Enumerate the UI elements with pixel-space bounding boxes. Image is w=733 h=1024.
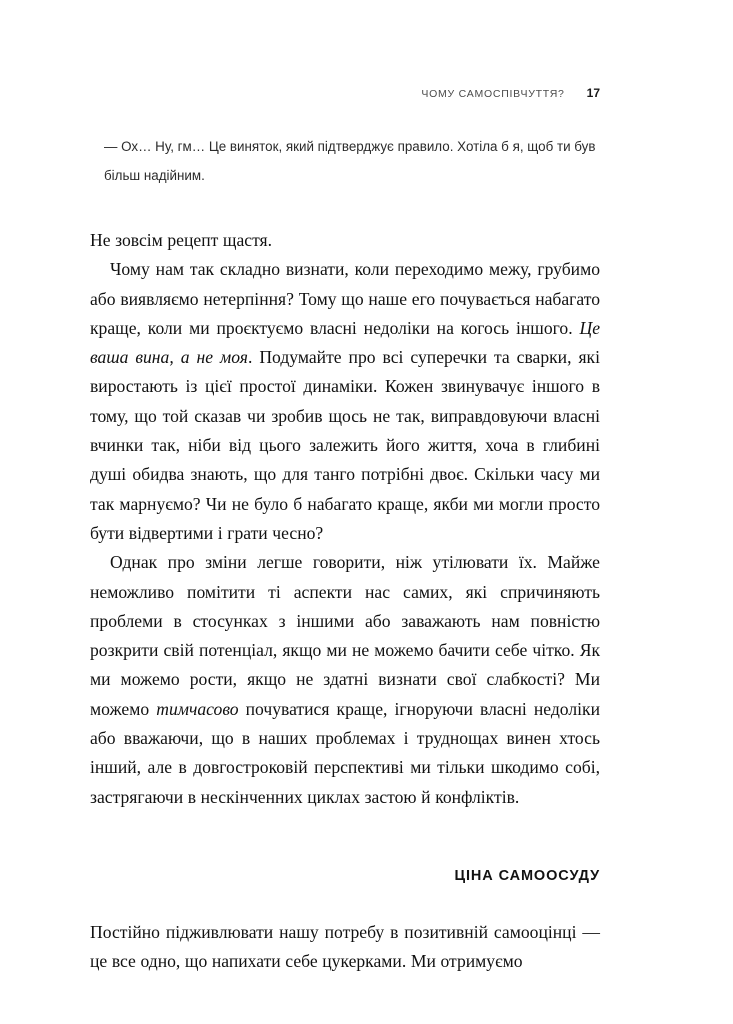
dialogue-extract: — Ох… Ну, гм… Це виняток, який підтверджує правило. Хотіла б я, щоб ти був більш надійним. [104,139,596,183]
paragraph-ego-projection [90,255,600,548]
paragraph-price-of-self-judgment: Постійно підживлювати нашу потребу в позитивній самооцінці — це все одно, що напихати себе цукерками. Ми отримуємо [90,921,600,972]
paragraph-not-a-recipe: Не зовсім рецепт щастя. [90,230,273,250]
paragraph-ego-projection-italic-1: Це ваша вина, а не моя [90,317,600,368]
running-head [90,86,600,100]
paragraph-change-is-hard [90,548,600,812]
paragraph-change-is-hard-part-1: Однак про зміни легше говорити, ніж утілювати їх. Майже неможливо помітити ті аспекти нас самих, які спричиняють проблеми в стосунках з іншими або заважають нам повністю розкрити свій потенціал, якщо ми не можемо бачити себе чітко. Як ми можемо рости, якщо не здатні визнати свої слабкості? Ми можемо [90,552,600,719]
section-heading: ЦІНА САМООСУДУ [454,867,600,884]
running-head-chapter-title: ЧОМУ САМОСПІВЧУТТЯ? [421,88,565,100]
text-column [90,132,600,977]
spacer-after-section-heading [90,884,600,918]
spacer-before-section-heading [90,812,600,868]
paragraph-change-is-hard-italic-1: тимчасово [156,698,239,719]
page-number: 17 [586,86,600,100]
paragraph-change-is-hard-part-2: почуватися краще, ігноруючи власні недоліки або вважаючи, що в наших проблемах і труднощах винен хтось інший, але в довгостроковій перспективі ми тільки шкодимо собі, застрягаючи в нескінченних циклах застою й конфліктів. [90,698,600,807]
paragraph-ego-projection-part-1: Чому нам так складно визнати, коли переходимо межу, грубимо або виявляємо нетерпіння? Тому що наше его почувається набагато краще, коли ми проєктуємо власні недоліки на когось іншого. [90,259,600,338]
paragraph-ego-projection-part-2: . Подумайте про всі суперечки та сварки, які виростають із цієї простої динаміки. Кожен звинувачує іншого в тому, що той сказав чи зробив щось не так, виправдовуючи власні вчинки так, ніби від цього залежить його життя, хоча в глибині душі обидва знають, що для танго потрібні двоє. Скільки часу ми так марнуємо? Чи не було б набагато краще, якби ми могли просто бути відвертими і грати чесно? [90,347,600,543]
